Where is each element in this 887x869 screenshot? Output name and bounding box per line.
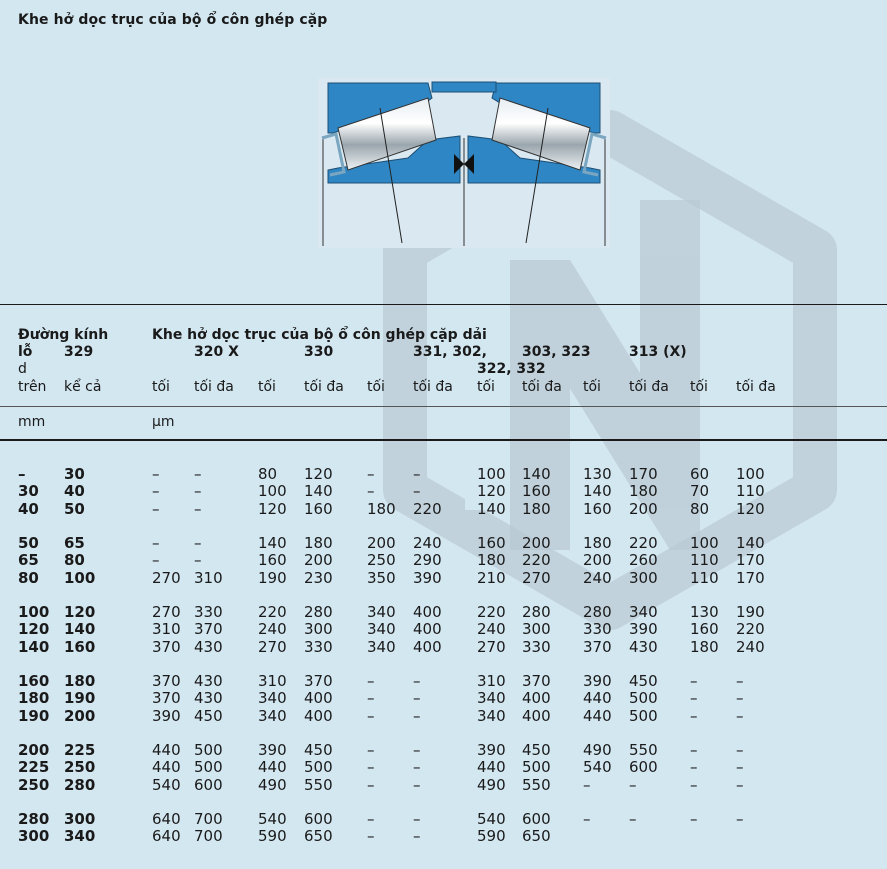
clearance-cell: 500 bbox=[194, 741, 223, 759]
clearance-cell: 590 bbox=[477, 827, 506, 846]
clearance-cell: 180 bbox=[304, 534, 333, 552]
clearance-cell: – bbox=[367, 482, 375, 501]
clearance-cell: 290 bbox=[413, 551, 442, 570]
clearance-cell: 180 bbox=[583, 534, 612, 552]
clearance-cell: 140 bbox=[258, 534, 287, 552]
clearance-cell: 700 bbox=[194, 827, 223, 846]
clearance-cell: – bbox=[736, 672, 744, 690]
clearance-cell: 400 bbox=[522, 706, 551, 725]
clearance-cell: 400 bbox=[304, 706, 333, 725]
clearance-cell: 130 bbox=[690, 603, 719, 621]
clearance-cell: 110 bbox=[690, 551, 719, 570]
clearance-cell: 160 bbox=[304, 499, 333, 518]
clearance-cell: – bbox=[690, 758, 698, 777]
clearance-cell: 400 bbox=[413, 603, 442, 621]
clearance-cell: 540 bbox=[258, 810, 287, 828]
clearance-cell: 80 bbox=[690, 499, 710, 518]
clearance-cell: 180 bbox=[477, 551, 506, 570]
clearance-cell: 180 bbox=[629, 482, 658, 501]
clearance-cell: 120 bbox=[258, 499, 287, 518]
clearance-cell: – bbox=[690, 672, 698, 690]
clearance-cell: 170 bbox=[736, 551, 765, 570]
clearance-cell: 350 bbox=[367, 568, 396, 587]
bore-cell: 280 bbox=[64, 775, 96, 794]
clearance-cell: 310 bbox=[152, 620, 181, 639]
bore-cell: 65 bbox=[64, 534, 85, 552]
clearance-cell: 370 bbox=[152, 689, 181, 708]
clearance-cell: 440 bbox=[152, 758, 181, 777]
clearance-cell: 540 bbox=[477, 810, 506, 828]
clearance-cell: 490 bbox=[583, 741, 612, 759]
clearance-cell: 450 bbox=[194, 706, 223, 725]
clearance-cell: 550 bbox=[304, 775, 333, 794]
bore-cell: 80 bbox=[64, 551, 85, 570]
clearance-cell: 220 bbox=[258, 603, 287, 621]
clearance-cell: 450 bbox=[629, 672, 658, 690]
bore-cell: 280 bbox=[18, 810, 50, 828]
clearance-cell: 190 bbox=[736, 603, 765, 621]
clearance-cell: – bbox=[413, 758, 421, 777]
clearance-label: Khe hở dọc trục của bộ ổ côn ghép cặp dải bbox=[152, 327, 487, 343]
bore-lo-label: lỗ bbox=[18, 344, 33, 360]
clearance-cell: 550 bbox=[629, 741, 658, 759]
clearance-cell: 260 bbox=[629, 551, 658, 570]
col-min: tối bbox=[477, 379, 495, 395]
clearance-cell: – bbox=[413, 827, 421, 846]
clearance-cell: 270 bbox=[152, 568, 181, 587]
clearance-cell: – bbox=[413, 775, 421, 794]
clearance-cell: 500 bbox=[304, 758, 333, 777]
clearance-cell: 650 bbox=[304, 827, 333, 846]
clearance-cell: – bbox=[583, 775, 591, 794]
clearance-cell: – bbox=[152, 551, 160, 570]
bore-cell: 50 bbox=[18, 534, 39, 552]
series-322-332: 322, 332 bbox=[477, 361, 546, 377]
clearance-cell: – bbox=[690, 706, 698, 725]
clearance-cell: 280 bbox=[522, 603, 551, 621]
clearance-cell: – bbox=[152, 499, 160, 518]
clearance-cell: – bbox=[367, 689, 375, 708]
clearance-cell: 500 bbox=[629, 706, 658, 725]
clearance-cell: – bbox=[736, 689, 744, 708]
clearance-cell: 60 bbox=[690, 465, 710, 483]
clearance-cell: – bbox=[690, 741, 698, 759]
clearance-cell: – bbox=[194, 534, 202, 552]
clearance-cell: – bbox=[413, 706, 421, 725]
clearance-cell: 490 bbox=[258, 775, 287, 794]
clearance-cell: 200 bbox=[629, 499, 658, 518]
clearance-cell: 220 bbox=[477, 603, 506, 621]
bore-cell: 50 bbox=[64, 499, 85, 518]
clearance-cell: – bbox=[629, 810, 637, 828]
clearance-cell: 370 bbox=[152, 672, 181, 690]
clearance-cell: – bbox=[194, 465, 202, 483]
clearance-cell: – bbox=[413, 465, 421, 483]
clearance-cell: 220 bbox=[413, 499, 442, 518]
clearance-cell: 390 bbox=[583, 672, 612, 690]
clearance-cell: 340 bbox=[258, 706, 287, 725]
clearance-cell: 160 bbox=[258, 551, 287, 570]
table-unit-rule bbox=[0, 439, 887, 441]
clearance-cell: 340 bbox=[629, 603, 658, 621]
clearance-cell: 400 bbox=[522, 689, 551, 708]
bore-cell: 300 bbox=[18, 827, 50, 846]
clearance-cell: 340 bbox=[258, 689, 287, 708]
page-title: Khe hở dọc trục của bộ ổ côn ghép cặp bbox=[18, 12, 328, 28]
clearance-cell: 240 bbox=[583, 568, 612, 587]
clearance-cell: 640 bbox=[152, 810, 181, 828]
clearance-cell: 450 bbox=[304, 741, 333, 759]
col-tren: trên bbox=[18, 379, 47, 395]
clearance-cell: 650 bbox=[522, 827, 551, 846]
clearance-cell: – bbox=[690, 775, 698, 794]
bore-cell: 120 bbox=[18, 620, 50, 639]
clearance-cell: 540 bbox=[152, 775, 181, 794]
bore-cell: 225 bbox=[64, 741, 96, 759]
clearance-cell: 300 bbox=[304, 620, 333, 639]
clearance-cell: 170 bbox=[629, 465, 658, 483]
col-min: tối bbox=[690, 379, 708, 395]
bore-cell: 30 bbox=[64, 465, 85, 483]
clearance-cell: 340 bbox=[477, 689, 506, 708]
clearance-cell: 330 bbox=[583, 620, 612, 639]
clearance-cell: 500 bbox=[194, 758, 223, 777]
bore-cell: 40 bbox=[64, 482, 85, 501]
col-min: tối bbox=[258, 379, 276, 395]
table-top-rule bbox=[0, 304, 887, 305]
clearance-cell: – bbox=[152, 482, 160, 501]
series-303-323: 303, 323 bbox=[522, 344, 591, 360]
clearance-cell: – bbox=[367, 827, 375, 846]
series-329: 329 bbox=[64, 344, 94, 360]
clearance-cell: 390 bbox=[629, 620, 658, 639]
clearance-cell: – bbox=[736, 741, 744, 759]
clearance-cell: – bbox=[583, 810, 591, 828]
clearance-cell: 500 bbox=[522, 758, 551, 777]
clearance-cell: 220 bbox=[522, 551, 551, 570]
clearance-cell: 210 bbox=[477, 568, 506, 587]
bore-cell: 225 bbox=[18, 758, 50, 777]
bore-cell: 180 bbox=[64, 672, 96, 690]
clearance-cell: – bbox=[367, 465, 375, 483]
clearance-cell: 140 bbox=[477, 499, 506, 518]
clearance-cell: – bbox=[367, 706, 375, 725]
clearance-cell: – bbox=[736, 706, 744, 725]
series-313x: 313 (X) bbox=[629, 344, 687, 360]
clearance-cell: 430 bbox=[194, 672, 223, 690]
bore-d-label: d bbox=[18, 361, 27, 377]
series-331-302: 331, 302, bbox=[413, 344, 487, 360]
clearance-cell: 440 bbox=[258, 758, 287, 777]
clearance-cell: 160 bbox=[583, 499, 612, 518]
clearance-cell: 230 bbox=[304, 568, 333, 587]
series-330: 330 bbox=[304, 344, 334, 360]
clearance-cell: 430 bbox=[629, 637, 658, 656]
clearance-cell: 600 bbox=[304, 810, 333, 828]
clearance-cell: – bbox=[194, 482, 202, 501]
clearance-cell: 110 bbox=[690, 568, 719, 587]
clearance-cell: – bbox=[152, 465, 160, 483]
clearance-cell: 120 bbox=[304, 465, 333, 483]
clearance-cell: 110 bbox=[736, 482, 765, 501]
clearance-cell: 220 bbox=[736, 620, 765, 639]
bore-cell: 30 bbox=[18, 482, 39, 501]
clearance-cell: 80 bbox=[258, 465, 278, 483]
bore-cell: 65 bbox=[18, 551, 39, 570]
clearance-cell: 140 bbox=[304, 482, 333, 501]
bore-cell: 250 bbox=[64, 758, 96, 777]
clearance-cell: 170 bbox=[736, 568, 765, 587]
clearance-cell: 340 bbox=[367, 620, 396, 639]
clearance-cell: 400 bbox=[413, 637, 442, 656]
clearance-cell: – bbox=[736, 810, 744, 828]
clearance-cell: – bbox=[367, 672, 375, 690]
clearance-cell: 450 bbox=[522, 741, 551, 759]
clearance-cell: 370 bbox=[152, 637, 181, 656]
clearance-cell: 340 bbox=[477, 706, 506, 725]
bore-cell: 160 bbox=[64, 637, 96, 656]
clearance-cell: 140 bbox=[522, 465, 551, 483]
clearance-cell: – bbox=[194, 499, 202, 518]
bore-cell: 100 bbox=[64, 568, 96, 587]
bore-cell: 40 bbox=[18, 499, 39, 518]
clearance-cell: 220 bbox=[629, 534, 658, 552]
clearance-cell: 180 bbox=[690, 637, 719, 656]
clearance-cell: 440 bbox=[583, 706, 612, 725]
clearance-cell: – bbox=[367, 775, 375, 794]
clearance-cell: 200 bbox=[304, 551, 333, 570]
clearance-cell: 440 bbox=[152, 741, 181, 759]
bore-diameter-label: Đường kính bbox=[18, 327, 109, 343]
clearance-cell: – bbox=[367, 741, 375, 759]
clearance-cell: 600 bbox=[522, 810, 551, 828]
clearance-cell: 330 bbox=[304, 637, 333, 656]
clearance-cell: 370 bbox=[522, 672, 551, 690]
clearance-cell: 270 bbox=[258, 637, 287, 656]
clearance-cell: 370 bbox=[583, 637, 612, 656]
clearance-cell: 100 bbox=[736, 465, 765, 483]
col-max: tối đa bbox=[522, 379, 562, 395]
clearance-cell: 280 bbox=[583, 603, 612, 621]
clearance-cell: – bbox=[413, 672, 421, 690]
clearance-cell: 240 bbox=[477, 620, 506, 639]
clearance-cell: 310 bbox=[258, 672, 287, 690]
clearance-cell: 500 bbox=[629, 689, 658, 708]
clearance-cell: 400 bbox=[413, 620, 442, 639]
clearance-cell: 240 bbox=[736, 637, 765, 656]
clearance-cell: 390 bbox=[477, 741, 506, 759]
clearance-cell: 540 bbox=[583, 758, 612, 777]
clearance-cell: 600 bbox=[194, 775, 223, 794]
clearance-cell: – bbox=[690, 810, 698, 828]
clearance-cell: 600 bbox=[629, 758, 658, 777]
clearance-cell: 130 bbox=[583, 465, 612, 483]
clearance-cell: 100 bbox=[477, 465, 506, 483]
clearance-cell: 100 bbox=[258, 482, 287, 501]
clearance-cell: – bbox=[367, 758, 375, 777]
clearance-cell: 240 bbox=[413, 534, 442, 552]
col-ke-ca: kể cả bbox=[64, 379, 102, 395]
clearance-cell: 120 bbox=[736, 499, 765, 518]
clearance-cell: 140 bbox=[583, 482, 612, 501]
clearance-cell: 400 bbox=[304, 689, 333, 708]
clearance-cell: 200 bbox=[367, 534, 396, 552]
clearance-cell: 640 bbox=[152, 827, 181, 846]
clearance-cell: 340 bbox=[367, 603, 396, 621]
clearance-cell: – bbox=[736, 775, 744, 794]
col-max: tối đa bbox=[413, 379, 453, 395]
bore-cell: 120 bbox=[64, 603, 96, 621]
clearance-cell: – bbox=[413, 741, 421, 759]
clearance-cell: 300 bbox=[522, 620, 551, 639]
clearance-cell: 100 bbox=[690, 534, 719, 552]
col-max: tối đa bbox=[736, 379, 776, 395]
clearance-cell: 330 bbox=[194, 603, 223, 621]
clearance-cell: 70 bbox=[690, 482, 710, 501]
clearance-cell: 240 bbox=[258, 620, 287, 639]
bore-cell: 190 bbox=[18, 706, 50, 725]
clearance-cell: 270 bbox=[477, 637, 506, 656]
col-max: tối đa bbox=[304, 379, 344, 395]
bore-cell: 100 bbox=[18, 603, 50, 621]
bearing-cross-section-diagram bbox=[318, 78, 610, 248]
clearance-cell: 700 bbox=[194, 810, 223, 828]
clearance-cell: 310 bbox=[477, 672, 506, 690]
col-min: tối bbox=[152, 379, 170, 395]
clearance-cell: 200 bbox=[522, 534, 551, 552]
bore-cell: 340 bbox=[64, 827, 96, 846]
bore-cell: 300 bbox=[64, 810, 96, 828]
clearance-cell: 550 bbox=[522, 775, 551, 794]
bore-cell: 250 bbox=[18, 775, 50, 794]
bore-cell: 200 bbox=[64, 706, 96, 725]
bore-cell: 200 bbox=[18, 741, 50, 759]
unit-mm: mm bbox=[18, 414, 46, 430]
table-header-rule bbox=[0, 406, 887, 407]
clearance-cell: 270 bbox=[152, 603, 181, 621]
clearance-cell: 190 bbox=[258, 568, 287, 587]
series-320x: 320 X bbox=[194, 344, 239, 360]
clearance-cell: 330 bbox=[522, 637, 551, 656]
clearance-cell: 440 bbox=[583, 689, 612, 708]
clearance-cell: 140 bbox=[736, 534, 765, 552]
clearance-cell: 160 bbox=[522, 482, 551, 501]
clearance-cell: 390 bbox=[258, 741, 287, 759]
col-max: tối đa bbox=[194, 379, 234, 395]
clearance-cell: 300 bbox=[629, 568, 658, 587]
clearance-cell: – bbox=[194, 551, 202, 570]
bore-cell: – bbox=[18, 465, 26, 483]
clearance-cell: 340 bbox=[367, 637, 396, 656]
clearance-cell: – bbox=[367, 810, 375, 828]
clearance-cell: 160 bbox=[477, 534, 506, 552]
clearance-cell: – bbox=[736, 758, 744, 777]
clearance-cell: 120 bbox=[477, 482, 506, 501]
clearance-cell: 200 bbox=[583, 551, 612, 570]
clearance-cell: 180 bbox=[522, 499, 551, 518]
clearance-cell: 430 bbox=[194, 689, 223, 708]
clearance-cell: 250 bbox=[367, 551, 396, 570]
col-max: tối đa bbox=[629, 379, 669, 395]
clearance-cell: – bbox=[690, 689, 698, 708]
bore-cell: 180 bbox=[18, 689, 50, 708]
clearance-cell: 430 bbox=[194, 637, 223, 656]
bore-cell: 140 bbox=[64, 620, 96, 639]
clearance-cell: 490 bbox=[477, 775, 506, 794]
clearance-cell: 160 bbox=[690, 620, 719, 639]
clearance-cell: 590 bbox=[258, 827, 287, 846]
clearance-cell: 310 bbox=[194, 568, 223, 587]
clearance-cell: – bbox=[629, 775, 637, 794]
clearance-cell: 280 bbox=[304, 603, 333, 621]
col-min: tối bbox=[367, 379, 385, 395]
bore-cell: 190 bbox=[64, 689, 96, 708]
clearance-cell: 440 bbox=[477, 758, 506, 777]
clearance-cell: 370 bbox=[194, 620, 223, 639]
clearance-cell: 180 bbox=[367, 499, 396, 518]
clearance-cell: – bbox=[413, 482, 421, 501]
clearance-cell: 370 bbox=[304, 672, 333, 690]
clearance-cell: – bbox=[413, 689, 421, 708]
col-min: tối bbox=[583, 379, 601, 395]
clearance-cell: 390 bbox=[413, 568, 442, 587]
clearance-cell: 390 bbox=[152, 706, 181, 725]
clearance-cell: – bbox=[152, 534, 160, 552]
clearance-cell: 270 bbox=[522, 568, 551, 587]
bore-cell: 80 bbox=[18, 568, 39, 587]
unit-um: μm bbox=[152, 414, 175, 430]
bore-cell: 140 bbox=[18, 637, 50, 656]
bore-cell: 160 bbox=[18, 672, 50, 690]
clearance-cell: – bbox=[413, 810, 421, 828]
